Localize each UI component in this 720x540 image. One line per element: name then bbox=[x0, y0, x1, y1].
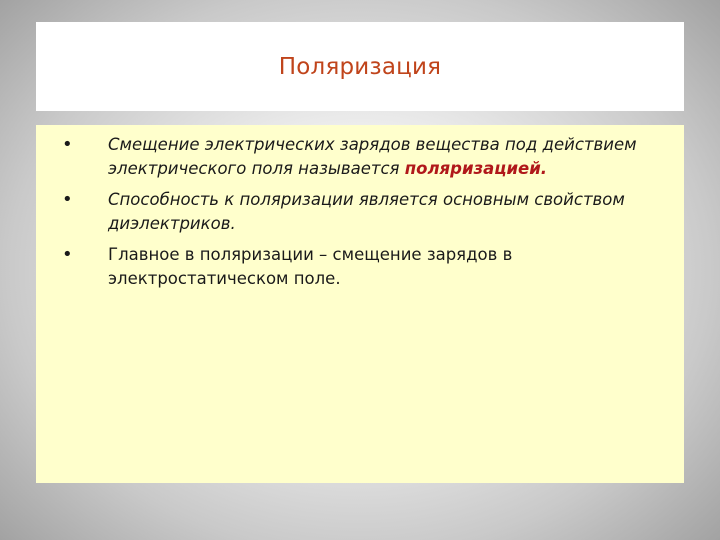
bullet-2-text: Способность к поляризации является основным свойством диэлектриков. bbox=[108, 190, 625, 233]
bullet-item-2 bbox=[62, 188, 664, 236]
bullet-item-3 bbox=[62, 243, 664, 291]
content-box bbox=[36, 125, 684, 483]
bullet-1-emphasis: поляризацией bbox=[404, 159, 541, 178]
bullet-1-period: . bbox=[540, 159, 548, 178]
bullet-1-text: Смещение электрических зарядов вещества под действием электрического поля называется bbox=[108, 135, 637, 178]
bullet-marker: • bbox=[62, 189, 73, 210]
title-box bbox=[36, 22, 684, 111]
slide-title: Поляризация bbox=[278, 53, 442, 80]
bullet-marker: • bbox=[62, 244, 73, 265]
bullet-marker: • bbox=[62, 134, 73, 155]
bullet-3-text: Главное в поляризации – смещение зарядов в электростатическом поле. bbox=[108, 245, 513, 288]
bullet-item-1 bbox=[62, 133, 664, 181]
